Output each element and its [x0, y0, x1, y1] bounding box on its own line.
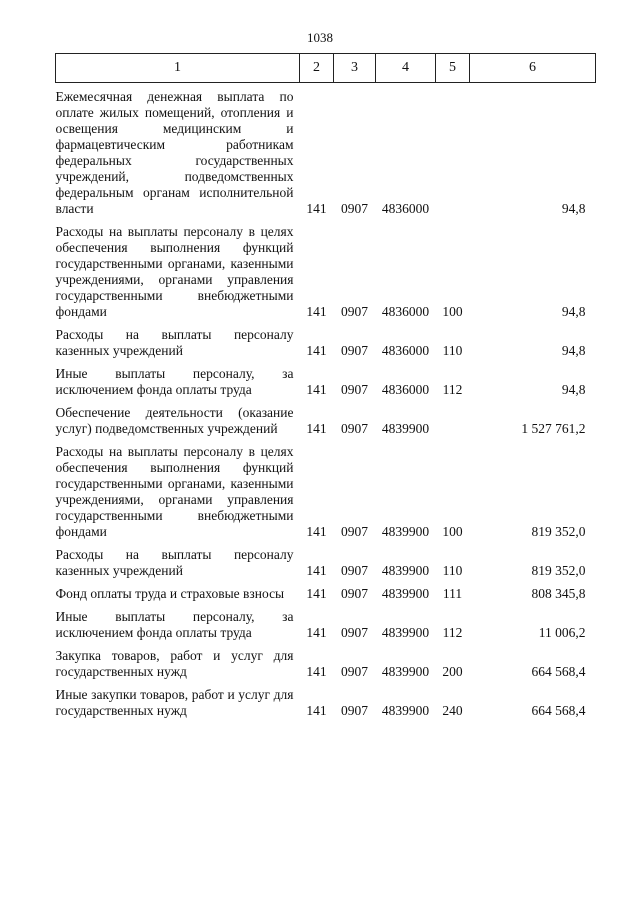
header-col-4: 4: [376, 54, 436, 83]
table-row: [56, 366, 596, 398]
row-name: Расходы на выплаты персоналу в целях обеспечения выполнения функций государственными органами, казенными учреждениями, органами управления государственными внебюджетными фондами: [55, 224, 294, 319]
row-section: 0907: [341, 421, 368, 436]
header-col-3: 3: [334, 54, 376, 83]
header-col-1: 1: [56, 54, 300, 83]
table-row: [56, 224, 596, 320]
row-amount: 11 006,2: [538, 625, 586, 640]
row-code: 141: [306, 343, 327, 358]
row-spacer-cell: [56, 680, 596, 687]
table-row: [56, 547, 596, 579]
row-amount: 94,8: [561, 201, 586, 216]
row-name: Фонд оплаты труда и страховые взносы: [55, 586, 285, 601]
table-row: [56, 648, 596, 680]
row-expense-type: 110: [442, 563, 463, 578]
row-spacer-cell: [56, 579, 596, 586]
row-name: Расходы на выплаты персоналу казенных учреждений: [55, 547, 294, 578]
row-expense-type: 100: [442, 524, 463, 539]
row-spacer: [56, 437, 596, 444]
row-target-item: 4836000: [381, 201, 430, 216]
row-amount: 94,8: [561, 343, 586, 358]
table-row: [56, 687, 596, 719]
header-col-6: 6: [470, 54, 596, 83]
row-spacer-cell: [56, 359, 596, 366]
header-col-2: 2: [300, 54, 334, 83]
row-spacer: [56, 680, 596, 687]
row-spacer-cell: [56, 217, 596, 224]
row-target-item: 4839900: [381, 421, 430, 436]
row-target-item: 4839900: [381, 625, 430, 640]
row-expense-type: 112: [442, 382, 463, 397]
row-amount: 819 352,0: [531, 563, 586, 578]
row-expense-type: 200: [442, 664, 463, 679]
row-expense-type: 112: [442, 625, 463, 640]
row-spacer: [56, 359, 596, 366]
table-row: [56, 327, 596, 359]
table-row: [56, 609, 596, 641]
row-section: 0907: [341, 304, 368, 319]
row-spacer: [56, 579, 596, 586]
row-amount: 94,8: [561, 382, 586, 397]
row-target-item: 4839900: [381, 524, 430, 539]
row-code: 141: [306, 703, 327, 718]
row-name: Иные выплаты персоналу, за исключением фонда оплаты труда: [55, 609, 294, 640]
row-name: Расходы на выплаты персоналу казенных учреждений: [55, 327, 294, 358]
row-target-item: 4839900: [381, 664, 430, 679]
row-spacer: [56, 320, 596, 327]
header-row: [56, 54, 596, 83]
page-number: 1038: [307, 30, 333, 45]
row-name: Обеспечение деятельности (оказание услуг) подведомственных учреждений: [55, 405, 294, 436]
row-spacer-cell: [56, 320, 596, 327]
row-target-item: 4836000: [381, 382, 430, 397]
row-target-item: 4839900: [381, 563, 430, 578]
row-spacer: [56, 398, 596, 405]
row-name: Расходы на выплаты персоналу в целях обеспечения выполнения функций государственными органами, казенными учреждениями, органами управления государственными внебюджетными фондами: [55, 444, 294, 539]
row-section: 0907: [341, 343, 368, 358]
row-name: Закупка товаров, работ и услуг для государственных нужд: [55, 648, 294, 679]
row-code: 141: [306, 563, 327, 578]
row-name: Иные закупки товаров, работ и услуг для государственных нужд: [55, 687, 294, 718]
row-spacer: [56, 540, 596, 547]
table-row: [56, 405, 596, 437]
budget-table: [55, 53, 596, 719]
row-target-item: 4836000: [381, 304, 430, 319]
row-code: 141: [306, 201, 327, 216]
row-expense-type: 110: [442, 343, 463, 358]
row-code: 141: [306, 304, 327, 319]
header-col-5: 5: [436, 54, 470, 83]
row-spacer-cell: [56, 398, 596, 405]
row-section: 0907: [341, 703, 368, 718]
row-section: 0907: [341, 382, 368, 397]
row-name: Ежемесячная денежная выплата по оплате жилых помещений, отопления и освещения медицинским и фармацевтическим работникам федеральных государственных учреждений, подведомственных федеральным органам исполнительной власти: [55, 89, 294, 216]
row-expense-type: 100: [442, 304, 463, 319]
row-amount: 808 345,8: [531, 586, 586, 601]
row-amount: 819 352,0: [531, 524, 586, 539]
row-section: 0907: [341, 563, 368, 578]
row-expense-type: 240: [442, 703, 463, 718]
row-expense-type: [436, 83, 470, 218]
row-section: 0907: [341, 586, 368, 601]
row-name: Иные выплаты персоналу, за исключением фонда оплаты труда: [55, 366, 294, 397]
row-spacer-cell: [56, 602, 596, 609]
row-spacer-cell: [56, 540, 596, 547]
row-target-item: 4839900: [381, 703, 430, 718]
row-code: 141: [306, 664, 327, 679]
row-spacer: [56, 641, 596, 648]
row-spacer: [56, 217, 596, 224]
row-expense-type: 111: [442, 586, 463, 601]
row-expense-type: [436, 405, 470, 437]
row-code: 141: [306, 382, 327, 397]
row-code: 141: [306, 625, 327, 640]
row-code: 141: [306, 421, 327, 436]
row-target-item: 4839900: [381, 586, 430, 601]
row-spacer-cell: [56, 641, 596, 648]
row-target-item: 4836000: [381, 343, 430, 358]
table-row: [56, 444, 596, 540]
row-amount: 664 568,4: [531, 664, 586, 679]
row-amount: 1 527 761,2: [521, 421, 586, 436]
row-spacer-cell: [56, 437, 596, 444]
table-row: [56, 586, 596, 602]
row-code: 141: [306, 586, 327, 601]
row-section: 0907: [341, 201, 368, 216]
row-section: 0907: [341, 664, 368, 679]
row-code: 141: [306, 524, 327, 539]
row-amount: 94,8: [561, 304, 586, 319]
row-amount: 664 568,4: [531, 703, 586, 718]
row-spacer: [56, 602, 596, 609]
row-section: 0907: [341, 524, 368, 539]
table-row: [56, 83, 596, 218]
row-section: 0907: [341, 625, 368, 640]
